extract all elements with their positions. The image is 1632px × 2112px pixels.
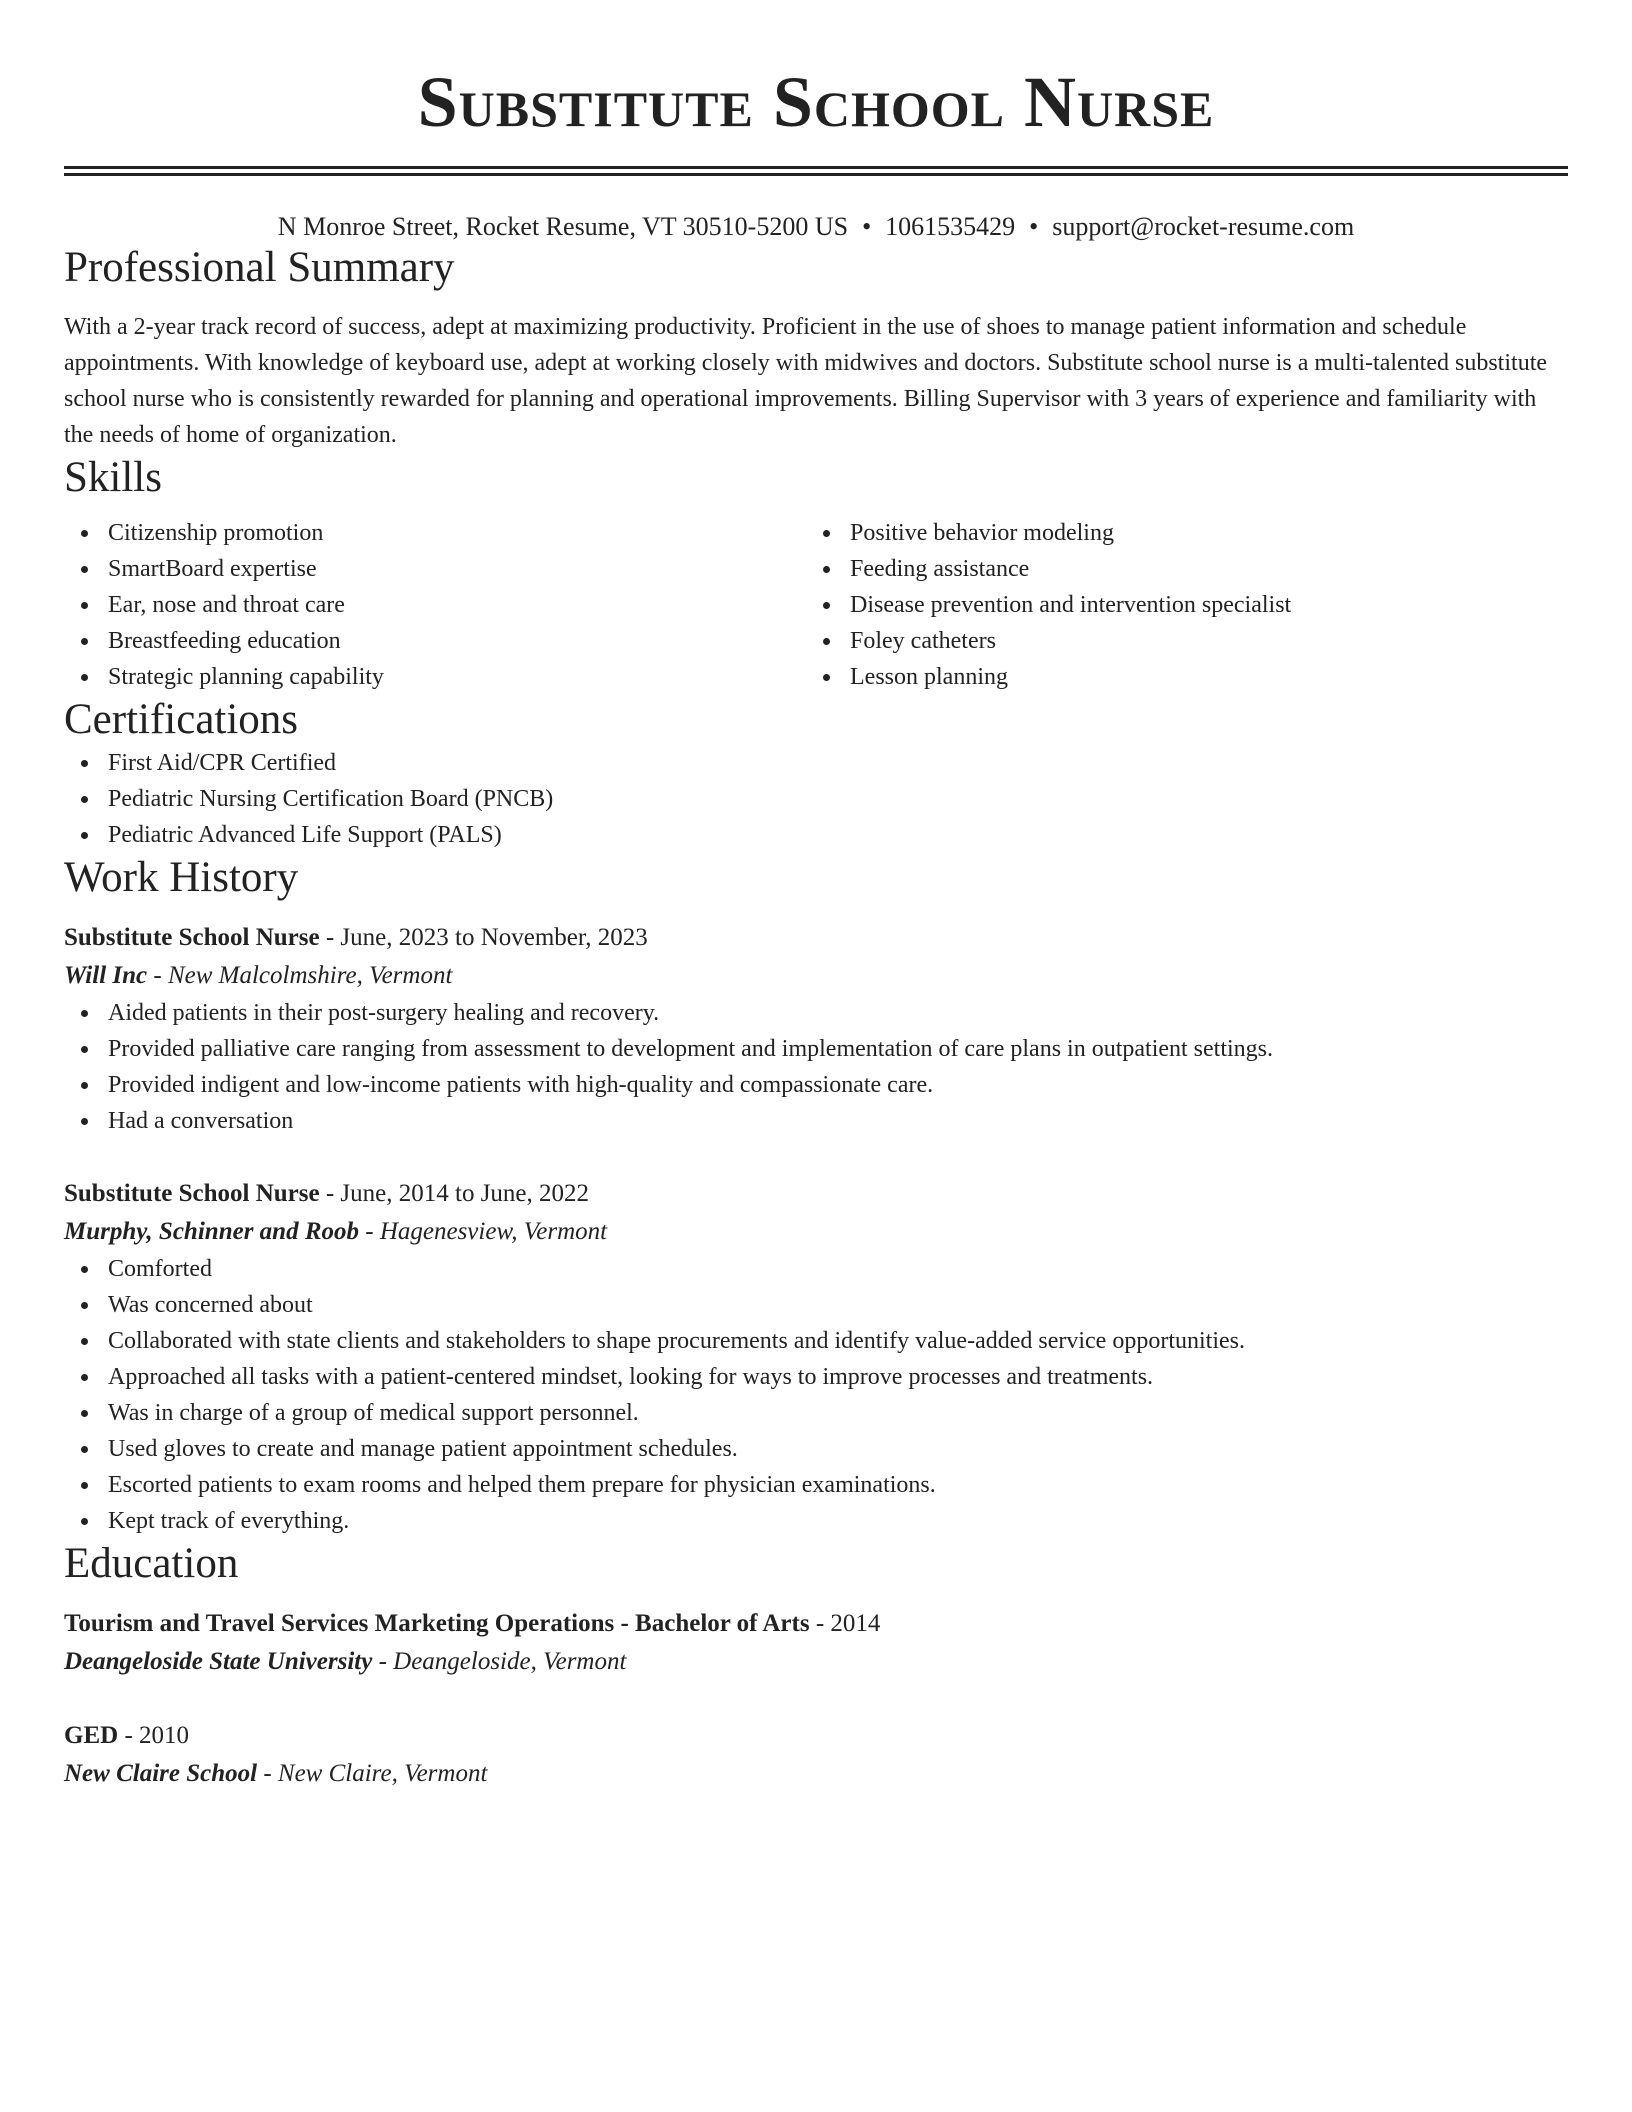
skills-columns — [64, 515, 1568, 695]
education-school-line: New Claire School - New Claire, Vermont — [64, 1760, 488, 1787]
job-location: Hagenesview, Vermont — [379, 1218, 608, 1245]
skills-list-left — [64, 515, 806, 695]
education-degree-line: GED - 2010 — [64, 1722, 190, 1749]
contact-phone: 1061535429 — [885, 212, 1016, 241]
job-company: Murphy, Schinner and Roob — [64, 1218, 359, 1245]
skill-item: Feeding assistance — [806, 551, 1548, 587]
job-role: Substitute School Nurse — [64, 924, 320, 951]
job-bullet: Had a conversation — [64, 1103, 1568, 1139]
job-bullet: Used gloves to create and manage patient appointment schedules. — [64, 1431, 1568, 1467]
work-history-section — [64, 853, 1568, 1539]
skill-item: Foley catheters — [806, 623, 1548, 659]
certification-item: Pediatric Advanced Life Support (PALS) — [64, 817, 1568, 853]
contact-separator: • — [1029, 212, 1039, 241]
certification-item: First Aid/CPR Certified — [64, 745, 1568, 781]
job-bullets — [64, 995, 1568, 1139]
job-company-line: Murphy, Schinner and Roob - Hagenesview, Vermont — [64, 1218, 608, 1245]
education-school: Deangeloside State University — [64, 1648, 373, 1675]
skill-item: Disease prevention and intervention specialist — [806, 587, 1548, 623]
job-dates: June, 2014 to June, 2022 — [340, 1180, 590, 1207]
job-title-line: Substitute School Nurse - June, 2014 to June, 2022 — [64, 1180, 590, 1207]
education-school: New Claire School — [64, 1760, 258, 1787]
certification-item: Pediatric Nursing Certification Board (PNCB) — [64, 781, 1568, 817]
skill-item: Citizenship promotion — [64, 515, 806, 551]
skill-item: Lesson planning — [806, 659, 1548, 695]
skills-list-right — [806, 515, 1548, 695]
education-degree: Tourism and Travel Services Marketing Operations - Bachelor of Arts — [64, 1610, 810, 1637]
resume-name: Substitute School Nurse — [417, 62, 1215, 142]
skills-column-left — [64, 515, 806, 695]
section-title-summary: Professional Summary — [64, 244, 455, 291]
education-location: New Claire, Vermont — [277, 1760, 488, 1787]
skills-column-right — [806, 515, 1548, 695]
header-divider — [64, 166, 1568, 176]
summary-text: With a 2-year track record of success, adept at maximizing productivity. Proficient in the use of shoes to manage patient information and schedule appointments. With knowledge of keyboard use, adept at working closely with midwives and doctors. Substitute school nurse is a multi-talented substitute school nurse who is consistently rewarded for planning and operational improvements. Billing Supervisor with 3 years of experience and familiarity with the needs of home of organization. — [64, 314, 1548, 448]
job-bullet: Aided patients in their post-surgery healing and recovery. — [64, 995, 1568, 1031]
education-degree: GED — [64, 1722, 119, 1749]
job-bullet: Provided palliative care ranging from assessment to development and implementation of care plans in outpatient settings. — [64, 1031, 1568, 1067]
job-bullet: Collaborated with state clients and stakeholders to shape procurements and identify value-added service opportunities. — [64, 1323, 1568, 1359]
job-bullet: Was concerned about — [64, 1287, 1568, 1323]
education-entry — [64, 1717, 1568, 1793]
section-title-certifications: Certifications — [64, 696, 299, 743]
job-title-line: Substitute School Nurse - June, 2023 to November, 2023 — [64, 924, 648, 951]
contact-line — [64, 211, 1568, 243]
job-entry — [64, 919, 1568, 1139]
skill-item: Positive behavior modeling — [806, 515, 1548, 551]
job-bullet: Escorted patients to exam rooms and helped them prepare for physician examinations. — [64, 1467, 1568, 1503]
skill-item: Strategic planning capability — [64, 659, 806, 695]
job-bullet: Comforted — [64, 1251, 1568, 1287]
summary-section — [64, 243, 1568, 453]
contact-separator: • — [862, 212, 872, 241]
job-location: New Malcolmshire, Vermont — [167, 962, 453, 989]
education-entry — [64, 1605, 1568, 1681]
education-school-line: Deangeloside State University - Deangeloside, Vermont — [64, 1648, 627, 1675]
section-title-skills: Skills — [64, 454, 162, 501]
skill-item: Ear, nose and throat care — [64, 587, 806, 623]
job-bullets — [64, 1251, 1568, 1539]
education-section — [64, 1539, 1568, 1793]
education-year: 2014 — [830, 1610, 881, 1637]
job-company-line: Will Inc - New Malcolmshire, Vermont — [64, 962, 453, 989]
education-year: 2010 — [139, 1722, 190, 1749]
job-bullet: Approached all tasks with a patient-centered mindset, looking for ways to improve processes and treatments. — [64, 1359, 1568, 1395]
section-title-work-history: Work History — [64, 854, 299, 901]
job-company: Will Inc — [64, 962, 148, 989]
section-title-education: Education — [64, 1540, 239, 1587]
skill-item: SmartBoard expertise — [64, 551, 806, 587]
job-bullet: Was in charge of a group of medical support personnel. — [64, 1395, 1568, 1431]
skills-section — [64, 453, 1568, 695]
job-dates: June, 2023 to November, 2023 — [340, 924, 648, 951]
job-entry — [64, 1175, 1568, 1539]
contact-email: support@rocket-resume.com — [1052, 212, 1355, 241]
job-bullet: Provided indigent and low-income patients with high-quality and compassionate care. — [64, 1067, 1568, 1103]
certifications-list — [64, 745, 1568, 853]
skill-item: Breastfeeding education — [64, 623, 806, 659]
education-degree-line: Tourism and Travel Services Marketing Operations - Bachelor of Arts - 2014 — [64, 1610, 881, 1637]
certifications-section — [64, 695, 1568, 853]
contact-address: N Monroe Street, Rocket Resume, VT 30510-5200 US — [277, 212, 849, 241]
job-bullet: Kept track of everything. — [64, 1503, 1568, 1539]
job-role: Substitute School Nurse — [64, 1180, 320, 1207]
education-location: Deangeloside, Vermont — [393, 1648, 627, 1675]
